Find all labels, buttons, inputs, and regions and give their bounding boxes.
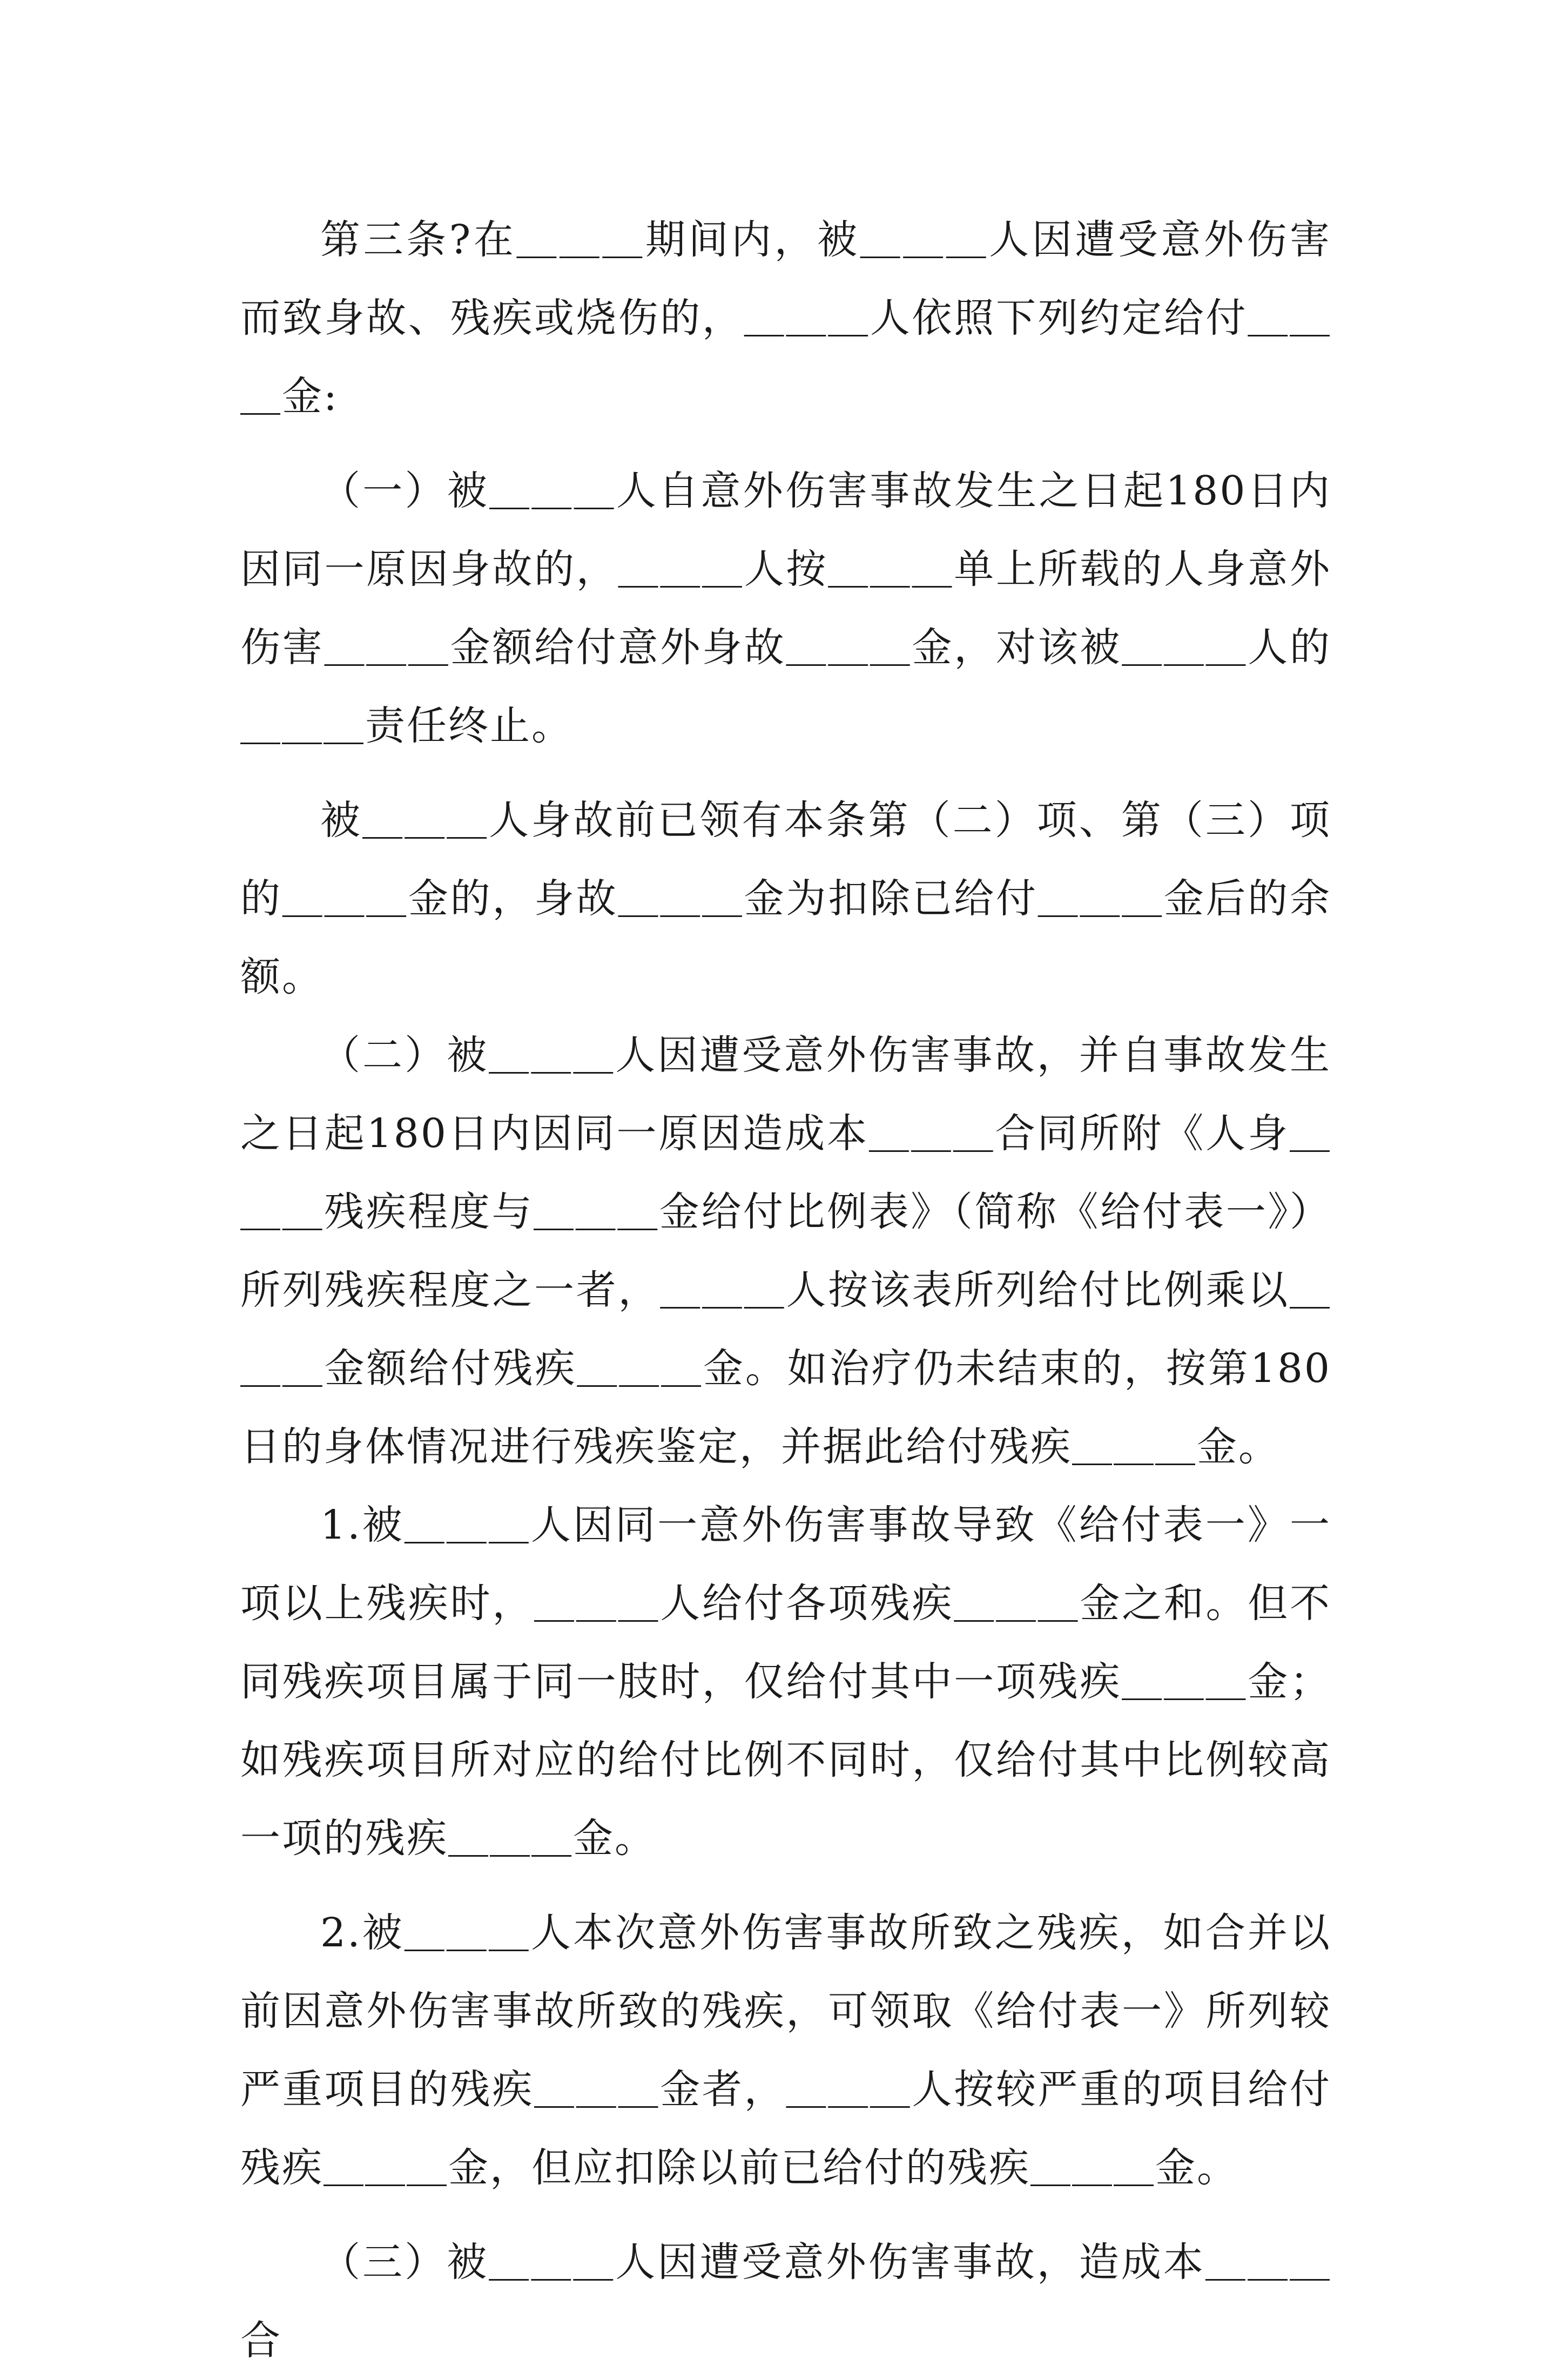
document-body — [240, 201, 1331, 2380]
paragraph-item-1: （一）被＿＿＿人自意外伤害事故发生之日起180日内因同一原因身故的，＿＿＿人按＿＿＿单上所载的人身意外伤害＿＿＿金额给付意外身故＿＿＿金，对该被＿＿＿人的＿＿＿责任终止。 — [240, 468, 1331, 749]
paragraph-item-2: （二）被＿＿＿人因遭受意外伤害事故，并自事故发生之日起180日内因同一原因造成本＿＿＿合同所附《人身＿＿＿残疾程度与＿＿＿金给付比例表》（简称《给付表一》）所列残疾程度之一者，＿＿＿人按该表所列给付比例乘以＿＿＿金额给付残疾＿＿＿金。如治疗仍未结束的，按第180日的身体情况进行残疾鉴定，并据此给付残疾＿＿＿金。 — [240, 1032, 1331, 1470]
paragraph-item-2-clause-1: 1.被＿＿＿人因同一意外伤害事故导致《给付表一》一项以上残疾时，＿＿＿人给付各项残疾＿＿＿金之和。但不同残疾项目属于同一肢时，仅给付其中一项残疾＿＿＿金；如残疾项目所对应的给付比例不同时，仅给付其中比例较高一项的残疾＿＿＿金。 — [240, 1502, 1331, 1862]
paragraph-item-3: （三）被＿＿＿人因遭受意外伤害事故，造成本＿＿＿合 — [240, 2239, 1331, 2364]
paragraph-item-2-clause-2: 2.被＿＿＿人本次意外伤害事故所致之残疾，如合并以前因意外伤害事故所致的残疾，可领取《给付表一》所列较严重项目的残疾＿＿＿金者，＿＿＿人按较严重的项目给付残疾＿＿＿金，但应扣除以前已给付的残疾＿＿＿金。 — [240, 1910, 1331, 2191]
paragraph-article-3: 第三条?在＿＿＿期间内，被＿＿＿人因遭受意外伤害而致身故、残疾或烧伤的，＿＿＿人依照下列约定给付＿＿＿金: — [240, 217, 1331, 420]
paragraph-item-1-note: 被＿＿＿人身故前已领有本条第（二）项、第（三）项的＿＿＿金的，身故＿＿＿金为扣除已给付＿＿＿金后的余额。 — [240, 797, 1331, 1000]
